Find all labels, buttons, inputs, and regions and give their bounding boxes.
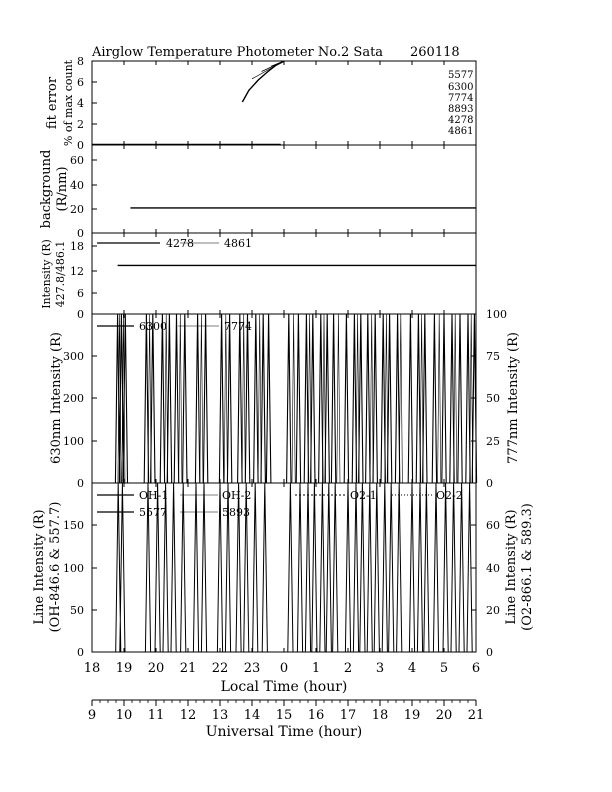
- svg-text:100: 100: [63, 562, 84, 575]
- figure-title: Airglow Temperature Photometer No.2 Sata: [92, 45, 384, 60]
- ytick-label: [63, 519, 84, 532]
- ylabel-line1: Intensity (R): [40, 239, 53, 309]
- svg-text:6: 6: [77, 76, 84, 89]
- ytick-label: [77, 76, 84, 89]
- ytick-label: [486, 350, 500, 363]
- ut-tick-label: 12: [179, 708, 197, 723]
- svg-text:0: 0: [77, 646, 84, 659]
- svg-text:300: 300: [63, 350, 84, 363]
- legend-label: 6300: [448, 82, 474, 93]
- ytick-label: [77, 139, 84, 152]
- svg-text:12: 12: [70, 265, 84, 278]
- local-time-tick: 20: [147, 661, 165, 676]
- legend-label: 5577: [139, 506, 167, 519]
- legend-label: OH-2: [222, 489, 252, 502]
- local-time-tick: 23: [243, 661, 261, 676]
- ytick-label: [77, 97, 84, 110]
- line-series: [116, 483, 473, 652]
- legend-label: 5577: [448, 70, 474, 81]
- local-time-axis: [84, 661, 480, 676]
- line-yaxis-right: [471, 503, 535, 659]
- universal-time-label: Universal Time (hour): [205, 724, 363, 740]
- ytick-label: [486, 519, 500, 532]
- ytick-label: [70, 179, 84, 192]
- svg-text:200: 200: [63, 392, 84, 405]
- ytick-label: [70, 604, 84, 617]
- ylabel-line2: (OH-846.6 & 557.7): [48, 501, 63, 633]
- svg-text:40: 40: [70, 179, 84, 192]
- ut-tick-label: 13: [211, 708, 229, 723]
- svg-text:60: 60: [486, 519, 500, 532]
- ut-tick-label: 9: [87, 708, 97, 723]
- line-yaxis-left: [32, 502, 97, 659]
- fit-error-series: [92, 61, 284, 145]
- ytick-label: [486, 308, 507, 321]
- ytick-label: [77, 646, 84, 659]
- local-time-tick: 0: [279, 661, 289, 676]
- red-yaxis-right: [471, 308, 521, 490]
- local-time-tick: 18: [83, 661, 101, 676]
- ytick-label: [486, 392, 500, 405]
- svg-text:0: 0: [77, 308, 84, 321]
- legend-label: 4861: [224, 237, 252, 250]
- ytick-label: [77, 287, 84, 300]
- svg-text:4: 4: [77, 97, 84, 110]
- ytick-label: [486, 562, 500, 575]
- svg-text:0: 0: [486, 646, 493, 659]
- ylabel-line1: Line Intensity (R): [32, 509, 47, 625]
- ytick-label: [70, 240, 84, 253]
- series-line: [116, 483, 473, 652]
- local-time-tick: 2: [343, 661, 353, 676]
- line-legend: [97, 489, 463, 519]
- svg-text:0: 0: [486, 477, 493, 490]
- legend-label: 7774: [224, 320, 252, 333]
- ut-tick-label: 10: [115, 708, 133, 723]
- svg-text:0: 0: [77, 227, 84, 240]
- blue-yaxis: [40, 239, 97, 321]
- ytick-label: [63, 350, 84, 363]
- panel-fit-error: [92, 61, 476, 145]
- legend-label: 4861: [448, 126, 474, 137]
- red-series: [115, 314, 477, 483]
- ytick-label: [486, 646, 493, 659]
- svg-text:20: 20: [70, 203, 84, 216]
- series-line: [242, 61, 284, 102]
- legend-label: O2-2: [436, 489, 463, 502]
- ytick-label: [63, 562, 84, 575]
- svg-text:75: 75: [486, 350, 500, 363]
- universal-time-axis: [88, 700, 484, 723]
- ytick-label: [70, 154, 84, 167]
- ut-tick-label: 14: [243, 708, 261, 723]
- ytick-label: [70, 203, 84, 216]
- legend-label: 4278: [166, 237, 194, 250]
- svg-text:25: 25: [486, 435, 500, 448]
- ylabel-line2: 427.8/486.1: [54, 240, 67, 308]
- svg-text:20: 20: [486, 604, 500, 617]
- ytick-label: [486, 435, 500, 448]
- local-time-tick: 5: [439, 661, 449, 676]
- fit-error-yaxis: [45, 55, 97, 152]
- local-time-tick: 6: [471, 661, 481, 676]
- ytick-label: [486, 477, 493, 490]
- svg-text:40: 40: [486, 562, 500, 575]
- ytick-label: [63, 435, 84, 448]
- red-legend: [97, 320, 252, 333]
- ylabel-line2: % of max count: [62, 59, 75, 147]
- ut-tick-label: 19: [403, 708, 421, 723]
- svg-text:0: 0: [77, 477, 84, 490]
- svg-text:60: 60: [70, 154, 84, 167]
- ytick-label: [70, 265, 84, 278]
- svg-text:18: 18: [70, 240, 84, 253]
- svg-text:50: 50: [486, 392, 500, 405]
- legend-label: 4278: [448, 115, 474, 126]
- ytick-marks: [92, 61, 97, 145]
- ylabel-line1: Line Intensity (R): [504, 509, 519, 625]
- ut-tick-label: 16: [307, 708, 325, 723]
- panel-blue-intensity: [92, 233, 476, 314]
- background-yaxis: [39, 150, 97, 240]
- svg-text:2: 2: [77, 118, 84, 131]
- ylabel-line2: (R/nm): [55, 166, 70, 212]
- ylabel-line1: background: [39, 149, 54, 229]
- ut-tick-label: 15: [275, 708, 293, 723]
- ytick-label: [77, 227, 84, 240]
- blue-legend: [97, 237, 252, 250]
- ylabel-left: 630nm Intensity (R): [49, 332, 64, 464]
- legend-label: 8893: [448, 104, 474, 115]
- ytick-marks: [92, 525, 97, 652]
- svg-text:100: 100: [486, 308, 507, 321]
- ytick-label: [63, 392, 84, 405]
- local-time-tick: 3: [375, 661, 385, 676]
- fit-error-legend: [448, 70, 473, 137]
- legend-label: 6300: [139, 320, 167, 333]
- ytick-label: [486, 604, 500, 617]
- ylabel-line1: fit error: [45, 76, 60, 130]
- ytick-label: [77, 55, 84, 68]
- local-time-tick: 21: [179, 661, 197, 676]
- ytick-marks: [92, 160, 97, 233]
- svg-text:150: 150: [63, 519, 84, 532]
- date-code: 260118: [410, 45, 460, 60]
- svg-text:8: 8: [77, 55, 84, 68]
- ylabel-right: 777nm Intensity (R): [506, 332, 521, 464]
- svg-text:100: 100: [63, 435, 84, 448]
- ut-tick-label: 21: [467, 708, 485, 723]
- ut-tick-label: 18: [371, 708, 389, 723]
- svg-text:50: 50: [70, 604, 84, 617]
- local-time-label: Local Time (hour): [220, 679, 348, 695]
- local-time-tick: 22: [211, 661, 229, 676]
- ytick-label: [77, 308, 84, 321]
- red-yaxis-left: [49, 332, 97, 490]
- legend-label: O2-1: [350, 489, 377, 502]
- panel-background: [92, 145, 476, 233]
- legend-label: 5893: [222, 506, 250, 519]
- ylabel-line2: (O2-866.1 & 589.3): [520, 503, 535, 631]
- local-time-tick: 19: [115, 661, 133, 676]
- ut-tick-label: 20: [435, 708, 453, 723]
- ytick-marks: [92, 356, 97, 483]
- ytick-label: [77, 118, 84, 131]
- ut-tick-label: 17: [339, 708, 357, 723]
- local-time-tick: 1: [311, 661, 321, 676]
- svg-text:6: 6: [77, 287, 84, 300]
- svg-text:0: 0: [77, 139, 84, 152]
- legend-label: 7774: [448, 93, 474, 104]
- ytick-marks: [92, 246, 97, 314]
- series-line: [252, 61, 284, 79]
- ut-tick-label: 11: [147, 708, 165, 723]
- legend-label: OH-1: [139, 489, 169, 502]
- local-time-tick: 4: [407, 661, 417, 676]
- ytick-label: [77, 477, 84, 490]
